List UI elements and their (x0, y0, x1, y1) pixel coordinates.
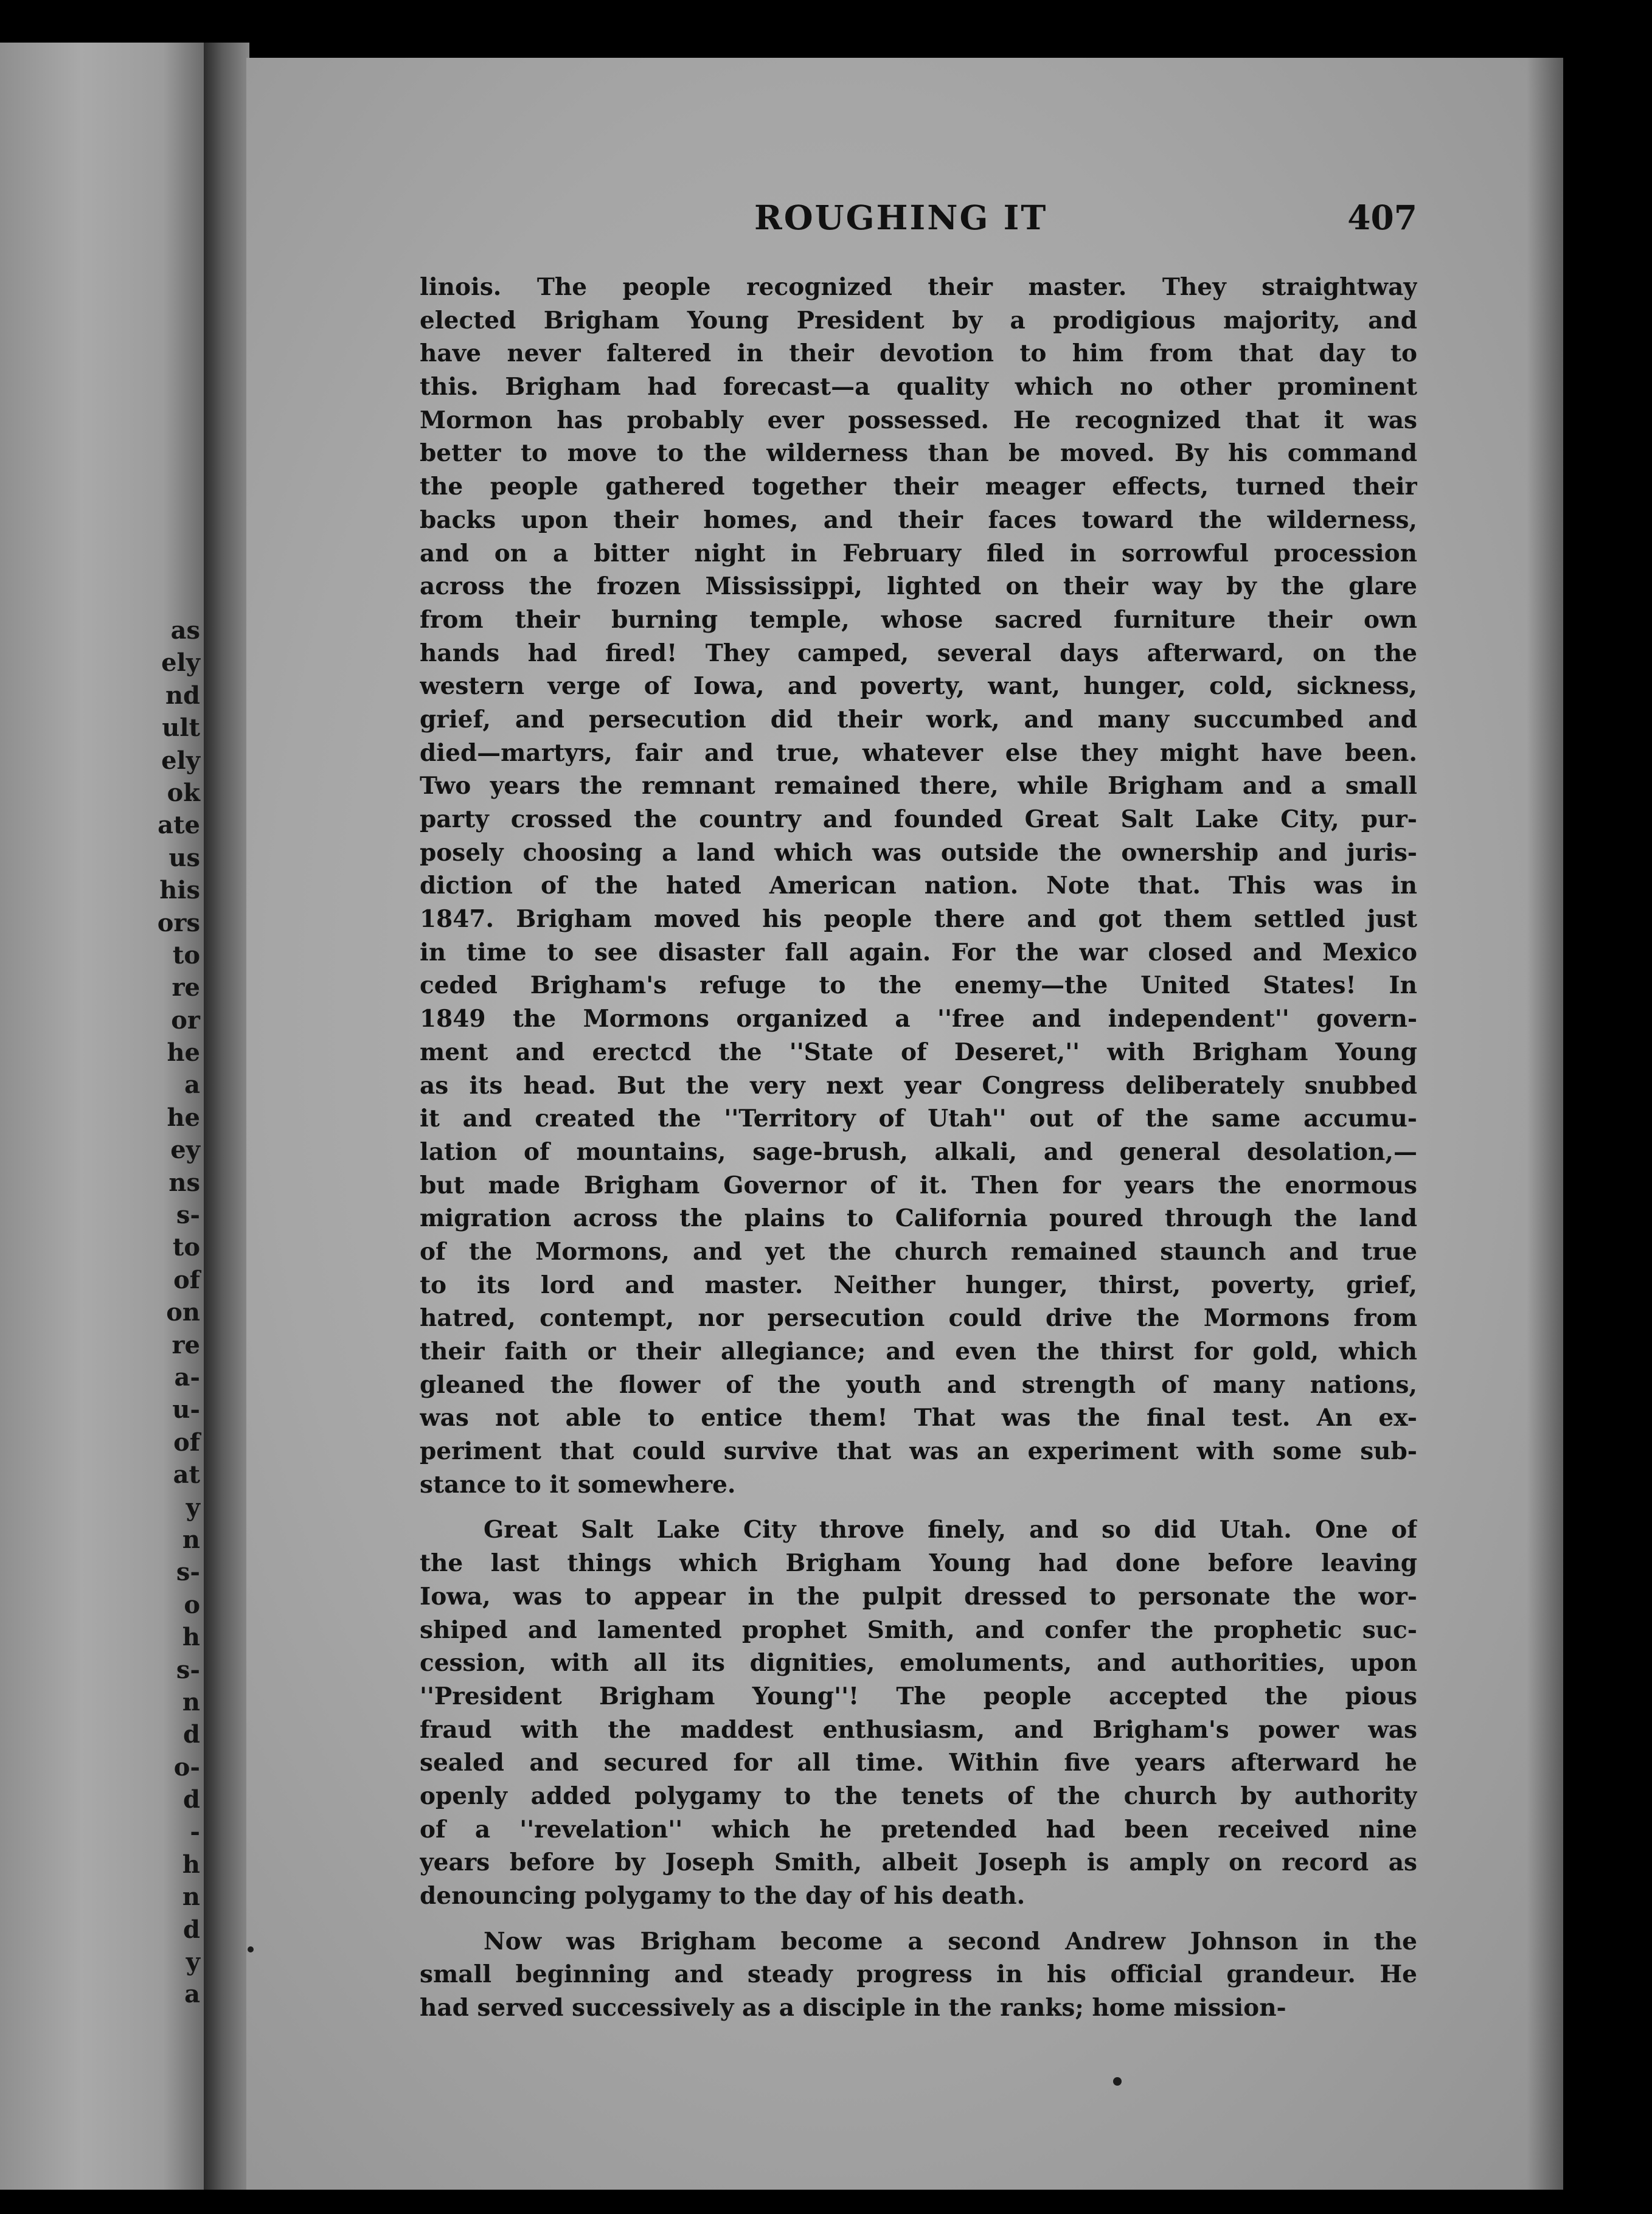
book-gutter-shadow (204, 43, 249, 2190)
left-page-fragment: ns (168, 1168, 200, 1197)
left-page-fragment: ey (170, 1136, 200, 1165)
left-page-fragment: his (159, 876, 200, 905)
body-text (420, 271, 1417, 2025)
left-page-fragment: ok (167, 778, 200, 807)
text-line: in time to see disaster fall again. For the war closed and Mexico (420, 938, 1417, 966)
text-line: their faith or their allegiance; and even the thirst for gold, which (420, 1338, 1417, 1366)
left-page-fragment: o- (173, 1752, 200, 1782)
paragraph-gap (420, 1501, 1417, 1513)
running-title: ROUGHING IT (754, 198, 1048, 237)
paragraph-gap (420, 1913, 1417, 1925)
text-line: Now was Brigham become a second Andrew Johnson in the (484, 1927, 1417, 1955)
text-line: 1849 the Mormons organized a ''free and independent'' govern- (420, 1005, 1417, 1033)
text-line: across the frozen Mississippi, lighted on their way by the glare (420, 572, 1417, 601)
left-page-fragment: s- (176, 1558, 200, 1587)
text-line: backs upon their homes, and their faces toward the wilderness, (420, 505, 1417, 534)
text-line: gleaned the flower of the youth and strength of many nations, (420, 1370, 1417, 1399)
text-line: had served successively as a disciple in the ranks; home mission- (420, 1994, 1286, 2022)
left-page-fragment: re (172, 973, 200, 1002)
text-line: Mormon has probably ever possessed. He recognized that it was (420, 406, 1417, 434)
left-page-fragment: at (173, 1460, 200, 1490)
left-page-fragment: to (172, 940, 200, 970)
paragraph (420, 1513, 1417, 1912)
text-line: ceded Brigham's refuge to the enemy—the United States! In (420, 971, 1417, 1000)
text-line: Two years the remnant remained there, while Brigham and a small (420, 772, 1417, 800)
text-line: as its head. But the very next year Congress deliberately snubbed (420, 1071, 1417, 1100)
paragraph (420, 271, 1417, 1501)
text-line: years before by Joseph Smith, albeit Joseph is amply on record as (420, 1848, 1417, 1877)
page-edge-shadow (1527, 58, 1563, 2190)
left-page-fragment: h (182, 1623, 200, 1652)
text-line: migration across the plains to California poured through the land (420, 1204, 1417, 1233)
left-page-fragment: he (167, 1038, 200, 1067)
text-line: posely choosing a land which was outside the ownership and juris- (420, 838, 1417, 867)
ink-speck (248, 1946, 254, 1952)
left-page-text-fragments (0, 614, 204, 2011)
text-line: western verge of Iowa, and poverty, want, hunger, cold, sickness, (420, 672, 1417, 701)
text-line: grief, and persecution did their work, and many succumbed and (420, 705, 1417, 734)
left-page-fragment: ely (161, 648, 200, 678)
left-page-fragment: d (183, 1720, 200, 1749)
text-line: denouncing polygamy to the day of his death. (420, 1882, 1026, 1910)
left-page-fragment: to (172, 1233, 200, 1262)
left-page-fragment: ely (161, 746, 200, 775)
text-line: was not able to entice them! That was the final test. An ex- (420, 1404, 1417, 1432)
text-line: and on a bitter night in February filed in sorrowful procession (420, 539, 1417, 567)
left-page-fragment: y (186, 1948, 200, 1977)
text-line: ment and erectcd the ''State of Deseret,'' with Brigham Young (420, 1038, 1417, 1066)
text-line: better to move to the wilderness than be moved. By his command (420, 439, 1417, 468)
text-line: the people gathered together their meager effects, turned their (420, 473, 1417, 501)
text-line: cession, with all its dignities, emoluments, and authorities, upon (420, 1649, 1417, 1678)
text-line: linois. The people recognized their master. They straightway (420, 273, 1417, 301)
left-page-fragment: - (190, 1817, 200, 1847)
left-page-fragment: s- (176, 1201, 200, 1230)
left-facing-page (0, 43, 204, 2190)
running-head (420, 198, 1417, 246)
text-line: but made Brigham Governor of it. Then for years the enormous (420, 1171, 1417, 1199)
left-page-fragment: n (182, 1525, 200, 1554)
text-line: hands had fired! They camped, several days afterward, on the (420, 639, 1417, 667)
text-line: fraud with the maddest enthusiasm, and Brigham's power was (420, 1715, 1417, 1744)
ink-speck (1113, 2077, 1122, 2086)
text-line: openly added polygamy to the tenets of the church by authority (420, 1782, 1417, 1810)
text-line: to its lord and master. Neither hunger, thirst, poverty, grief, (420, 1271, 1417, 1299)
left-page-fragment: s- (176, 1655, 200, 1684)
text-line: this. Brigham had forecast—a quality which no other prominent (420, 373, 1417, 401)
text-line: small beginning and steady progress in his official grandeur. He (420, 1960, 1417, 1989)
left-page-fragment: us (168, 843, 200, 872)
text-line: Iowa, was to appear in the pulpit dressed to personate the wor- (420, 1582, 1417, 1611)
left-page-fragment: he (167, 1103, 200, 1132)
text-line: diction of the hated American nation. Note that. This was in (420, 872, 1417, 900)
left-page-fragment: ult (162, 713, 200, 743)
text-line: periment that could survive that was an experiment with some sub- (420, 1437, 1417, 1466)
text-line: ''President Brigham Young''! The people accepted the pious (420, 1682, 1417, 1710)
text-line: hatred, contempt, nor persecution could drive the Mormons from (420, 1304, 1417, 1333)
left-page-fragment: n (182, 1687, 200, 1716)
text-line: sealed and secured for all time. Within five years afterward he (420, 1749, 1417, 1777)
left-page-fragment: a (184, 1980, 200, 2009)
left-page-fragment: h (182, 1850, 200, 1879)
text-line: stance to it somewhere. (420, 1470, 736, 1499)
text-line: party crossed the country and founded Great Salt Lake City, pur- (420, 805, 1417, 833)
page-number: 407 (1347, 198, 1417, 237)
left-page-fragment: of (173, 1428, 200, 1457)
text-line: the last things which Brigham Young had done before leaving (420, 1549, 1417, 1578)
text-line: 1847. Brigham moved his people there and got them settled just (420, 905, 1417, 934)
left-page-fragment: as (170, 616, 200, 645)
text-line: died—martyrs, fair and true, whatever else they might have been. (420, 738, 1417, 767)
left-page-fragment: or (171, 1005, 200, 1035)
left-page-fragment: u- (172, 1395, 200, 1425)
paragraph (420, 1925, 1417, 2025)
left-page-fragment: n (182, 1883, 200, 1912)
text-line: shiped and lamented prophet Smith, and confer the prophetic suc- (420, 1615, 1417, 1644)
text-line: lation of mountains, sage-brush, alkali, and general desolation,— (420, 1137, 1417, 1166)
left-page-fragment: y (186, 1493, 200, 1522)
left-page-fragment: d (183, 1785, 200, 1814)
left-page-fragment: a- (174, 1362, 200, 1392)
text-line: have never faltered in their devotion to him from that day to (420, 339, 1417, 368)
text-line: from their burning temple, whose sacred furniture their own (420, 605, 1417, 634)
left-page-fragment: d (183, 1915, 200, 1944)
left-page-fragment: ors (157, 908, 200, 937)
text-line: it and created the ''Territory of Utah'' out of the same accumu- (420, 1105, 1417, 1133)
text-line: elected Brigham Young President by a prodigious majority, and (420, 306, 1417, 335)
left-page-fragment: o (184, 1590, 200, 1619)
text-line: of the Mormons, and yet the church remained staunch and true (420, 1237, 1417, 1266)
text-line: Great Salt Lake City throve finely, and so did Utah. One of (484, 1516, 1417, 1544)
left-page-fragment: of (173, 1265, 200, 1294)
left-page-fragment: nd (165, 681, 200, 710)
left-page-fragment: ate (158, 811, 200, 840)
text-line: of a ''revelation'' which he pretended had been received nine (420, 1815, 1417, 1844)
left-page-fragment: re (172, 1330, 200, 1359)
left-page-fragment: a (184, 1071, 200, 1100)
left-page-fragment: on (166, 1298, 200, 1327)
